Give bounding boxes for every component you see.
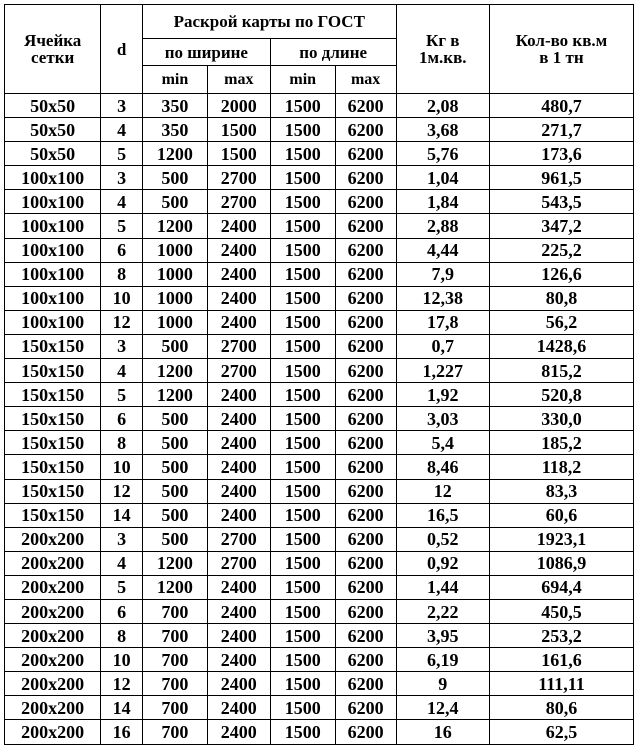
cell-length-max: 6200 <box>335 334 396 358</box>
cell-sqm-per-ton: 80,8 <box>489 286 633 310</box>
table-row <box>5 696 634 720</box>
cell-length-min: 1500 <box>270 455 335 479</box>
cell-size: 100x100 <box>5 238 101 262</box>
table-row <box>5 334 634 358</box>
header-kg-per-sqm: Кг в 1м.кв. <box>396 5 489 94</box>
cell-sqm-per-ton: 225,2 <box>489 238 633 262</box>
table-row <box>5 479 634 503</box>
cell-diameter: 3 <box>101 527 143 551</box>
cell-sqm-per-ton: 1923,1 <box>489 527 633 551</box>
cell-width-max: 2400 <box>207 696 270 720</box>
cell-length-min: 1500 <box>270 166 335 190</box>
table-row <box>5 648 634 672</box>
cell-diameter: 8 <box>101 624 143 648</box>
cell-width-max: 2400 <box>207 672 270 696</box>
cell-width-min: 1200 <box>142 214 207 238</box>
cell-diameter: 14 <box>101 503 143 527</box>
cell-diameter: 5 <box>101 575 143 599</box>
cell-kg-per-sqm: 17,8 <box>396 310 489 334</box>
cell-kg-per-sqm: 1,84 <box>396 190 489 214</box>
cell-sqm-per-ton: 118,2 <box>489 455 633 479</box>
table-row <box>5 359 634 383</box>
header-width-max: max <box>207 66 270 94</box>
cell-width-max: 2400 <box>207 262 270 286</box>
cell-width-max: 2400 <box>207 455 270 479</box>
cell-width-min: 500 <box>142 479 207 503</box>
header-cell-size: Ячейка сетки <box>5 5 101 94</box>
table-row <box>5 94 634 118</box>
cell-diameter: 6 <box>101 407 143 431</box>
cell-sqm-per-ton: 330,0 <box>489 407 633 431</box>
cell-width-max: 2400 <box>207 238 270 262</box>
cell-diameter: 3 <box>101 334 143 358</box>
cell-length-min: 1500 <box>270 599 335 623</box>
cell-kg-per-sqm: 2,08 <box>396 94 489 118</box>
cell-length-max: 6200 <box>335 672 396 696</box>
cell-width-max: 2400 <box>207 503 270 527</box>
cell-size: 200x200 <box>5 551 101 575</box>
cell-diameter: 4 <box>101 190 143 214</box>
cell-length-max: 6200 <box>335 359 396 383</box>
cell-width-max: 2000 <box>207 94 270 118</box>
cell-kg-per-sqm: 3,03 <box>396 407 489 431</box>
cell-width-max: 2400 <box>207 479 270 503</box>
cell-diameter: 10 <box>101 648 143 672</box>
mesh-spec-table-wrapper <box>4 4 634 745</box>
cell-kg-per-sqm: 1,44 <box>396 575 489 599</box>
header-length-max: max <box>335 66 396 94</box>
cell-width-max: 2700 <box>207 359 270 383</box>
cell-width-max: 2700 <box>207 166 270 190</box>
cell-length-max: 6200 <box>335 142 396 166</box>
cell-diameter: 10 <box>101 455 143 479</box>
cell-width-max: 2700 <box>207 190 270 214</box>
cell-kg-per-sqm: 0,52 <box>396 527 489 551</box>
cell-length-min: 1500 <box>270 359 335 383</box>
cell-kg-per-sqm: 12,38 <box>396 286 489 310</box>
cell-length-min: 1500 <box>270 286 335 310</box>
cell-width-min: 1000 <box>142 262 207 286</box>
cell-length-min: 1500 <box>270 720 335 744</box>
cell-width-min: 1200 <box>142 575 207 599</box>
cell-size: 100x100 <box>5 286 101 310</box>
table-row <box>5 455 634 479</box>
cell-size: 200x200 <box>5 696 101 720</box>
cell-width-min: 1200 <box>142 359 207 383</box>
cell-width-min: 1200 <box>142 383 207 407</box>
cell-width-min: 500 <box>142 503 207 527</box>
cell-length-max: 6200 <box>335 262 396 286</box>
cell-length-min: 1500 <box>270 479 335 503</box>
table-row <box>5 262 634 286</box>
cell-width-max: 2400 <box>207 310 270 334</box>
cell-length-min: 1500 <box>270 118 335 142</box>
cell-kg-per-sqm: 3,68 <box>396 118 489 142</box>
cell-width-min: 1200 <box>142 551 207 575</box>
cell-length-min: 1500 <box>270 624 335 648</box>
table-row <box>5 286 634 310</box>
cell-size: 150x150 <box>5 503 101 527</box>
cell-size: 150x150 <box>5 455 101 479</box>
cell-width-max: 2400 <box>207 407 270 431</box>
cell-length-min: 1500 <box>270 503 335 527</box>
cell-kg-per-sqm: 1,227 <box>396 359 489 383</box>
cell-diameter: 12 <box>101 672 143 696</box>
cell-diameter: 10 <box>101 286 143 310</box>
cell-width-min: 1000 <box>142 310 207 334</box>
cell-length-max: 6200 <box>335 190 396 214</box>
cell-length-max: 6200 <box>335 310 396 334</box>
cell-sqm-per-ton: 815,2 <box>489 359 633 383</box>
table-body <box>5 94 634 745</box>
cell-sqm-per-ton: 80,6 <box>489 696 633 720</box>
cell-length-min: 1500 <box>270 94 335 118</box>
cell-length-max: 6200 <box>335 383 396 407</box>
cell-width-min: 500 <box>142 166 207 190</box>
cell-length-max: 6200 <box>335 238 396 262</box>
table-row <box>5 214 634 238</box>
cell-length-min: 1500 <box>270 142 335 166</box>
cell-width-min: 500 <box>142 455 207 479</box>
cell-length-min: 1500 <box>270 672 335 696</box>
cell-diameter: 5 <box>101 383 143 407</box>
table-header <box>5 5 634 94</box>
cell-sqm-per-ton: 62,5 <box>489 720 633 744</box>
cell-size: 150x150 <box>5 431 101 455</box>
cell-width-max: 2700 <box>207 527 270 551</box>
table-row <box>5 575 634 599</box>
table-row <box>5 118 634 142</box>
cell-length-max: 6200 <box>335 94 396 118</box>
table-row <box>5 720 634 744</box>
cell-length-max: 6200 <box>335 720 396 744</box>
cell-sqm-per-ton: 173,6 <box>489 142 633 166</box>
cell-width-max: 2400 <box>207 286 270 310</box>
table-row <box>5 624 634 648</box>
cell-kg-per-sqm: 5,4 <box>396 431 489 455</box>
table-row <box>5 551 634 575</box>
cell-width-min: 500 <box>142 527 207 551</box>
cell-length-max: 6200 <box>335 479 396 503</box>
cell-width-min: 350 <box>142 94 207 118</box>
cell-length-max: 6200 <box>335 118 396 142</box>
table-row <box>5 527 634 551</box>
cell-size: 150x150 <box>5 479 101 503</box>
cell-sqm-per-ton: 450,5 <box>489 599 633 623</box>
cell-sqm-per-ton: 271,7 <box>489 118 633 142</box>
table-row <box>5 672 634 696</box>
cell-width-max: 2400 <box>207 624 270 648</box>
cell-width-min: 500 <box>142 407 207 431</box>
table-row <box>5 383 634 407</box>
cell-length-max: 6200 <box>335 648 396 672</box>
cell-size: 150x150 <box>5 383 101 407</box>
cell-size: 200x200 <box>5 672 101 696</box>
cell-width-max: 2400 <box>207 720 270 744</box>
cell-length-max: 6200 <box>335 455 396 479</box>
cell-diameter: 8 <box>101 262 143 286</box>
cell-width-min: 700 <box>142 648 207 672</box>
cell-sqm-per-ton: 543,5 <box>489 190 633 214</box>
table-row <box>5 407 634 431</box>
cell-kg-per-sqm: 12 <box>396 479 489 503</box>
cell-diameter: 4 <box>101 359 143 383</box>
cell-size: 100x100 <box>5 310 101 334</box>
cell-diameter: 12 <box>101 479 143 503</box>
cell-kg-per-sqm: 2,22 <box>396 599 489 623</box>
cell-diameter: 5 <box>101 214 143 238</box>
cell-length-max: 6200 <box>335 407 396 431</box>
cell-length-max: 6200 <box>335 214 396 238</box>
cell-size: 200x200 <box>5 624 101 648</box>
cell-length-max: 6200 <box>335 503 396 527</box>
cell-size: 50x50 <box>5 118 101 142</box>
cell-size: 100x100 <box>5 190 101 214</box>
table-row <box>5 190 634 214</box>
cell-size: 200x200 <box>5 527 101 551</box>
cell-size: 200x200 <box>5 648 101 672</box>
cell-length-min: 1500 <box>270 383 335 407</box>
cell-diameter: 6 <box>101 599 143 623</box>
cell-length-max: 6200 <box>335 696 396 720</box>
cell-diameter: 8 <box>101 431 143 455</box>
cell-length-min: 1500 <box>270 648 335 672</box>
cell-diameter: 3 <box>101 94 143 118</box>
mesh-spec-table <box>4 4 634 745</box>
cell-diameter: 16 <box>101 720 143 744</box>
cell-width-min: 1000 <box>142 238 207 262</box>
cell-width-max: 2400 <box>207 431 270 455</box>
cell-width-max: 2400 <box>207 214 270 238</box>
header-diameter: d <box>101 5 143 94</box>
cell-sqm-per-ton: 480,7 <box>489 94 633 118</box>
cell-diameter: 14 <box>101 696 143 720</box>
header-by-width: по ширине <box>142 39 270 66</box>
cell-diameter: 4 <box>101 118 143 142</box>
cell-length-min: 1500 <box>270 190 335 214</box>
table-row <box>5 503 634 527</box>
cell-kg-per-sqm: 4,44 <box>396 238 489 262</box>
cell-sqm-per-ton: 185,2 <box>489 431 633 455</box>
cell-sqm-per-ton: 83,3 <box>489 479 633 503</box>
cell-sqm-per-ton: 694,4 <box>489 575 633 599</box>
cell-size: 100x100 <box>5 262 101 286</box>
cell-kg-per-sqm: 7,9 <box>396 262 489 286</box>
cell-sqm-per-ton: 253,2 <box>489 624 633 648</box>
header-sqm-per-ton: Кол-во кв.м в 1 тн <box>489 5 633 94</box>
table-row <box>5 431 634 455</box>
cell-size: 200x200 <box>5 599 101 623</box>
cell-width-min: 1000 <box>142 286 207 310</box>
cell-size: 200x200 <box>5 720 101 744</box>
cell-length-min: 1500 <box>270 696 335 720</box>
cell-length-min: 1500 <box>270 527 335 551</box>
header-cutting-gost: Раскрой карты по ГОСТ <box>142 5 396 39</box>
cell-length-max: 6200 <box>335 551 396 575</box>
cell-sqm-per-ton: 126,6 <box>489 262 633 286</box>
cell-size: 150x150 <box>5 359 101 383</box>
cell-kg-per-sqm: 0,7 <box>396 334 489 358</box>
cell-width-max: 2400 <box>207 575 270 599</box>
cell-length-max: 6200 <box>335 599 396 623</box>
cell-width-max: 2400 <box>207 599 270 623</box>
cell-sqm-per-ton: 961,5 <box>489 166 633 190</box>
cell-size: 100x100 <box>5 214 101 238</box>
cell-width-max: 2700 <box>207 551 270 575</box>
header-width-min: min <box>142 66 207 94</box>
table-row <box>5 599 634 623</box>
cell-width-min: 500 <box>142 190 207 214</box>
cell-sqm-per-ton: 111,11 <box>489 672 633 696</box>
cell-length-min: 1500 <box>270 407 335 431</box>
cell-length-min: 1500 <box>270 334 335 358</box>
cell-width-min: 500 <box>142 334 207 358</box>
cell-length-min: 1500 <box>270 310 335 334</box>
cell-kg-per-sqm: 16,5 <box>396 503 489 527</box>
cell-kg-per-sqm: 1,04 <box>396 166 489 190</box>
cell-width-min: 700 <box>142 599 207 623</box>
cell-width-min: 700 <box>142 672 207 696</box>
cell-length-max: 6200 <box>335 166 396 190</box>
cell-diameter: 6 <box>101 238 143 262</box>
cell-width-min: 700 <box>142 720 207 744</box>
cell-diameter: 12 <box>101 310 143 334</box>
cell-length-min: 1500 <box>270 262 335 286</box>
cell-length-min: 1500 <box>270 551 335 575</box>
cell-length-max: 6200 <box>335 286 396 310</box>
cell-width-max: 2700 <box>207 334 270 358</box>
cell-diameter: 3 <box>101 166 143 190</box>
table-row <box>5 238 634 262</box>
cell-length-max: 6200 <box>335 624 396 648</box>
header-length-min: min <box>270 66 335 94</box>
cell-kg-per-sqm: 0,92 <box>396 551 489 575</box>
cell-length-min: 1500 <box>270 238 335 262</box>
cell-size: 200x200 <box>5 575 101 599</box>
cell-sqm-per-ton: 347,2 <box>489 214 633 238</box>
cell-size: 100x100 <box>5 166 101 190</box>
cell-sqm-per-ton: 1428,6 <box>489 334 633 358</box>
cell-length-max: 6200 <box>335 431 396 455</box>
cell-sqm-per-ton: 60,6 <box>489 503 633 527</box>
cell-width-min: 700 <box>142 624 207 648</box>
cell-sqm-per-ton: 1086,9 <box>489 551 633 575</box>
cell-size: 150x150 <box>5 334 101 358</box>
cell-length-min: 1500 <box>270 431 335 455</box>
cell-width-min: 700 <box>142 696 207 720</box>
cell-size: 50x50 <box>5 142 101 166</box>
table-row <box>5 166 634 190</box>
cell-width-max: 2400 <box>207 383 270 407</box>
cell-length-max: 6200 <box>335 527 396 551</box>
cell-kg-per-sqm: 16 <box>396 720 489 744</box>
cell-diameter: 4 <box>101 551 143 575</box>
cell-width-max: 1500 <box>207 142 270 166</box>
cell-kg-per-sqm: 2,88 <box>396 214 489 238</box>
cell-width-min: 1200 <box>142 142 207 166</box>
cell-length-min: 1500 <box>270 214 335 238</box>
cell-kg-per-sqm: 9 <box>396 672 489 696</box>
cell-width-min: 500 <box>142 431 207 455</box>
cell-size: 150x150 <box>5 407 101 431</box>
cell-sqm-per-ton: 56,2 <box>489 310 633 334</box>
cell-kg-per-sqm: 6,19 <box>396 648 489 672</box>
cell-length-max: 6200 <box>335 575 396 599</box>
cell-diameter: 5 <box>101 142 143 166</box>
cell-width-max: 2400 <box>207 648 270 672</box>
cell-size: 50x50 <box>5 94 101 118</box>
cell-sqm-per-ton: 161,6 <box>489 648 633 672</box>
table-row <box>5 310 634 334</box>
cell-kg-per-sqm: 3,95 <box>396 624 489 648</box>
cell-width-max: 1500 <box>207 118 270 142</box>
cell-length-min: 1500 <box>270 575 335 599</box>
cell-kg-per-sqm: 12,4 <box>396 696 489 720</box>
cell-sqm-per-ton: 520,8 <box>489 383 633 407</box>
cell-kg-per-sqm: 8,46 <box>396 455 489 479</box>
cell-kg-per-sqm: 1,92 <box>396 383 489 407</box>
table-row <box>5 142 634 166</box>
header-by-length: по длине <box>270 39 396 66</box>
cell-width-min: 350 <box>142 118 207 142</box>
cell-kg-per-sqm: 5,76 <box>396 142 489 166</box>
